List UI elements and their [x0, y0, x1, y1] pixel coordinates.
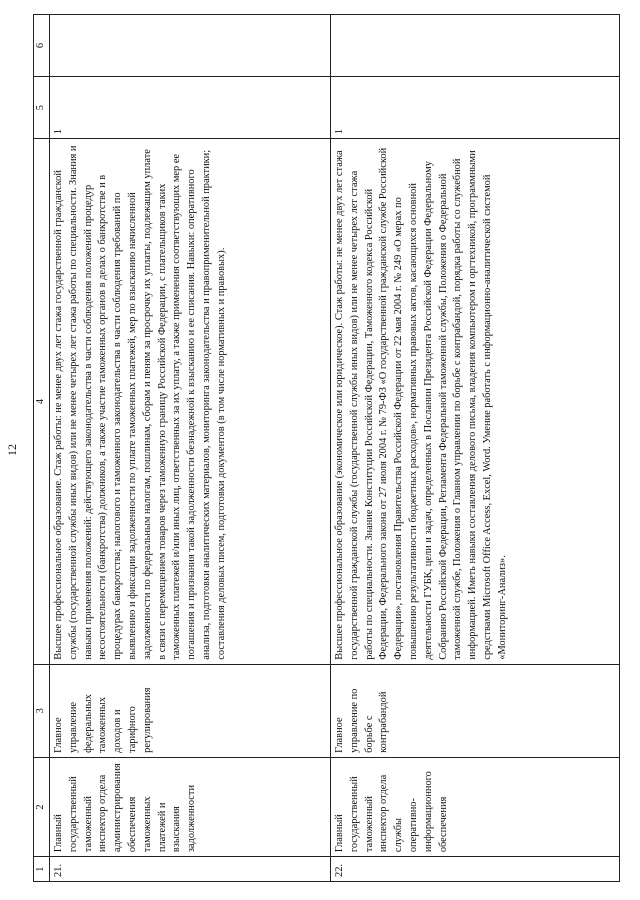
header-col-4: 4 — [34, 139, 50, 665]
row-number: 22. — [331, 857, 620, 882]
page-number: 12 — [4, 444, 19, 456]
header-col-5: 5 — [34, 77, 50, 139]
vacancy-count: 1 — [331, 77, 620, 139]
header-col-1: 1 — [34, 857, 50, 882]
vacancy-table — [33, 14, 620, 882]
position-title: Главный государственный таможенный инспектор отдела администрирования обеспечения таможенных платежей и взыскания задолженности — [50, 757, 331, 856]
department-name: Главное управление федеральных таможенных доходов и тарифного регулирования — [50, 664, 331, 757]
table-row — [50, 15, 331, 882]
header-col-6: 6 — [34, 15, 50, 77]
header-row — [34, 15, 50, 882]
vacancy-count: 1 — [50, 77, 331, 139]
department-name: Главное управление по борьбе с контрабандой — [331, 664, 620, 757]
qualification-requirements: Высшее профессиональное образование (экономическое или юридическое). Стаж работы: не менее двух лет стажа государственной гражданской службы (государственной службы иных видов) или не менее четырех лет стажа работы по специальности. Знание Конституции Российской Федерации, Таможенного кодекса Российской Федерации, Федерального закона от 27 июля 2004 г. № 79-ФЗ «О государственной гражданской службе Российской Федерации», постановления Правительства Российской Федерации от 22 мая 2004 г. № 249 «О мерах по повышению результативности бюджетных расходов», нормативных правовых актов, касающихся основной деятельности ГУБК, цели и задач, определенных в Послании Президента Российской Федерации Федеральному Собранию Российской Федерации, Регламента Федеральной таможенной службы, Положения о Федеральной таможенной службе, Положения о Главном управлении по борьбе с контрабандой, порядка работы со служебной информацией. Иметь навыки составления делового письма, владения компьютером и оргтехникой, программными средствами Microsoft Office Access, Excel, Word. Умение работать с информационно-аналитической системой «Мониторинг-Анализ». — [331, 139, 620, 665]
column-6-cell — [50, 15, 331, 77]
column-6-cell — [331, 15, 620, 77]
row-number: 21. — [50, 857, 331, 882]
table-row — [331, 15, 620, 882]
qualification-requirements: Высшее профессиональное образование. Стаж работы: не менее двух лет стажа государственной гражданской службы (государственной службы иных видов) или не менее четырех лет стажа работы по специальности. Знания и навыки применения положений: действующего законодательства в части соблюдения положений процедур несостоятельности (банкротства) должников, а также участие таможенных органов в делах о банкротстве и в процедурах банкротства; налогового и таможенного законодательства в части соблюдения требований по выявлению и фиксации задолженности по уплате таможенных платежей, мер по взысканию начисленной задолженности по федеральным налогам, пошлинам, сборам и пеням за просрочку их уплаты, подлежащим уплате в связи с перемещением товаров через таможенную границу Российской Федерации, с плательщиков таких таможенных платежей и/или иных лиц, ответственных за их уплату, а также применения соответствующих мер ее погашения и признания такой задолженности безнадежной к взысканию и ее списания. Навыки: оперативного анализа, подготовки аналитических материалов, мониторинга законодательства и правоприменительной практики; составления деловых писем, подготовки документов (в том числе нормативных и правовых). — [50, 139, 331, 665]
position-title: Главный государственный таможенный инспектор отдела службы оперативно-информационного обеспечения — [331, 757, 620, 856]
header-col-2: 2 — [34, 757, 50, 856]
header-col-3: 3 — [34, 664, 50, 757]
